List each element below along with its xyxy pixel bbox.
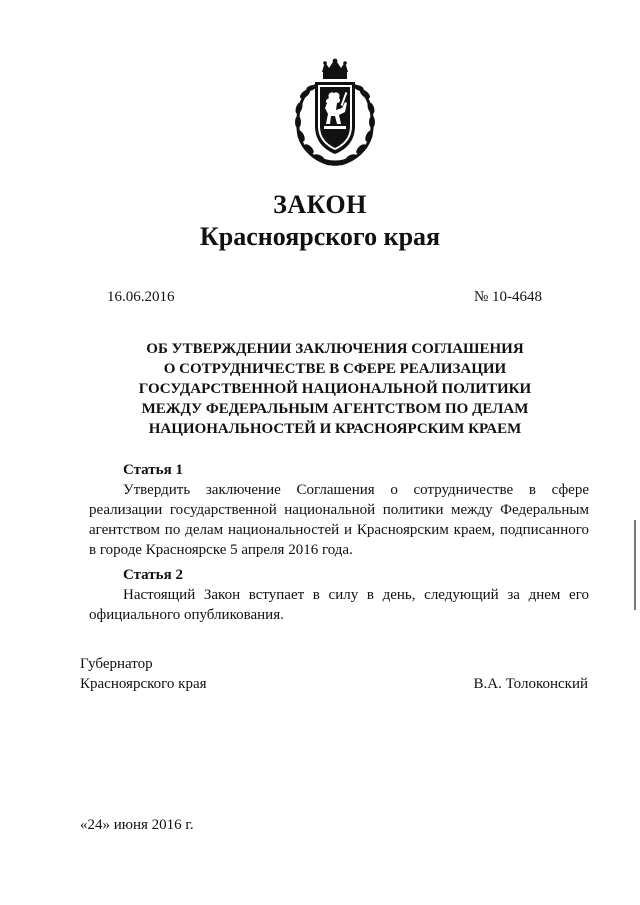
law-title-line: НАЦИОНАЛЬНОСТЕЙ И КРАСНОЯРСКИМ КРАЕМ: [148, 421, 522, 437]
law-title-line: МЕЖДУ ФЕДЕРАЛЬНЫМ АГЕНТСТВОМ ПО ДЕЛАМ: [141, 401, 529, 417]
signatory-name: В.А. Толоконский: [473, 676, 588, 692]
signing-date: «24» июня 2016 г.: [80, 817, 194, 833]
article-2-body: Настоящий Закон вступает в силу в день, следующий за днем его официального опубликования.: [89, 587, 589, 623]
signatory-position-line: Красноярского края: [80, 676, 207, 692]
krasnoyarsk-coat-of-arms-icon: [289, 58, 381, 170]
law-title: [100, 339, 570, 439]
document-date: 16.06.2016: [107, 289, 175, 305]
law-title-line: ГОСУДАРСТВЕННОЙ НАЦИОНАЛЬНОЙ ПОЛИТИКИ: [138, 381, 532, 397]
document-issuer-heading: Красноярского края: [199, 222, 441, 251]
article-1-heading: Статья 1: [123, 462, 183, 478]
article-2-heading: Статья 2: [123, 567, 183, 583]
law-title-line: ОБ УТВЕРЖДЕНИИ ЗАКЛЮЧЕНИЯ СОГЛАШЕНИЯ: [146, 341, 524, 357]
article-1-body: Утвердить заключение Соглашения о сотрудничестве в сфере реализации государственной национальной политики между Федеральным агентством по делам национальностей и Красноярским краем, подписанного в городе Красноярске 5 апреля 2016 года.: [89, 482, 589, 558]
signatory-position: [80, 654, 207, 694]
document-type-heading: ЗАКОН: [273, 190, 367, 219]
document-number: № 10-4648: [473, 289, 542, 305]
scan-edge-mark: [634, 520, 636, 610]
signatory-position-line: Губернатор: [80, 656, 153, 672]
law-title-line: О СОТРУДНИЧЕСТВЕ В СФЕРЕ РЕАЛИЗАЦИИ: [163, 361, 507, 377]
